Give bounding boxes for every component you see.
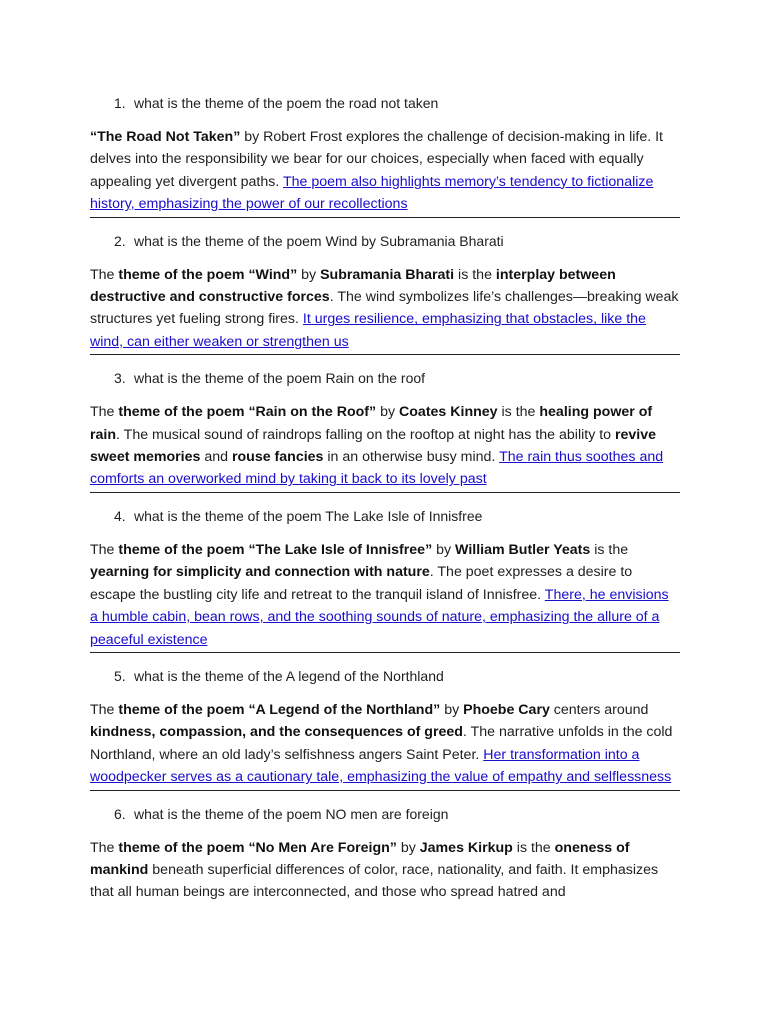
bold-text: theme of the poem “A Legend of the Northland” xyxy=(118,701,441,718)
bold-text: Subramania Bharati xyxy=(320,266,455,283)
answer-text: . The musical sound of raindrops falling on the rooftop at night has the ability to xyxy=(116,426,615,443)
question-text: what is the theme of the A legend of the Northland xyxy=(134,667,444,684)
question-number: 5. xyxy=(114,667,126,684)
answer-link[interactable]: There, he envisions a humble cabin, bean rows, and the soothing sounds of nature, emphasizing the allure of a peaceful existence xyxy=(90,586,669,648)
question-number: 2. xyxy=(114,232,126,249)
question-text: what is the theme of the poem NO men are foreign xyxy=(134,805,449,822)
question-number: 1. xyxy=(114,95,126,111)
answer-5 xyxy=(90,699,680,791)
answer-text: The xyxy=(90,839,119,856)
answer-link[interactable]: Her transformation into a woodpecker serves as a cautionary tale, emphasizing the value of empathy and selflessness xyxy=(90,746,672,786)
answer-3 xyxy=(90,401,680,493)
question-6 xyxy=(90,803,680,825)
answer-text: by Robert Frost explores the challenge of decision-making in life. It delves into the responsibility we bear for our choices, especially when faced with equally appealing yet divergent paths. xyxy=(90,129,663,190)
answer-text: by xyxy=(376,404,400,421)
answer-text: is the xyxy=(454,266,496,283)
question-text: what is the theme of the poem Wind by Subramania Bharati xyxy=(134,232,504,249)
answer-6 xyxy=(90,837,680,905)
bold-text: James Kirkup xyxy=(419,839,513,856)
bold-text: theme of the poem “Wind” xyxy=(118,266,298,283)
answer-text: by xyxy=(432,541,456,558)
answer-text: The xyxy=(90,266,119,283)
answer-text: . The poet expresses a desire to escape the bustling city life and retreat to the tranquil island of Innisfree. xyxy=(90,564,633,603)
answer-link[interactable]: The rain thus soothes and comforts an overworked mind by taking it back to its lovely past xyxy=(90,449,664,488)
question-2 xyxy=(90,230,680,252)
bold-text: Coates Kinney xyxy=(399,404,498,421)
question-text: what is the theme of the poem the road not taken xyxy=(134,95,439,111)
bold-text: theme of the poem “The Lake Isle of Innisfree” xyxy=(118,541,433,558)
question-text: what is the theme of the poem The Lake Isle of Innisfree xyxy=(134,507,483,524)
answer-text: The xyxy=(90,404,119,421)
bold-text: revive sweet memories xyxy=(90,426,657,466)
bold-text: healing power of rain xyxy=(90,404,653,443)
answer-text: is the xyxy=(497,404,540,421)
bold-text: yearning for simplicity and connection with nature xyxy=(90,564,430,581)
bold-text: rouse fancies xyxy=(231,449,324,466)
answer-link[interactable]: The poem also highlights memory’s tendency to fictionalize history, emphasizing the power of our recollections xyxy=(90,173,654,213)
bold-text: kindness, compassion, and the consequences of greed xyxy=(90,724,463,741)
qa-list xyxy=(90,92,680,905)
question-number: 4. xyxy=(114,507,126,524)
question-5 xyxy=(90,665,680,687)
answer-text: The xyxy=(90,541,119,558)
answer-text: The xyxy=(90,701,119,718)
answer-text: is the xyxy=(512,839,555,856)
bold-text: oneness of mankind xyxy=(90,839,630,878)
answer-link[interactable]: It urges resilience, emphasizing that obstacles, like the wind, can either weaken or strengthen us xyxy=(90,311,646,350)
bold-text: Phoebe Cary xyxy=(463,701,550,718)
bold-text: “The Road Not Taken” xyxy=(90,129,241,145)
question-4 xyxy=(90,505,680,527)
answer-text: in an otherwise busy mind. xyxy=(323,449,500,466)
answer-text: by xyxy=(440,701,464,718)
answer-text: by xyxy=(396,839,420,856)
question-number: 3. xyxy=(114,370,126,387)
answer-text: beneath superficial differences of color, race, nationality, and faith. It emphasizes that all human beings are interconnected, and those who spread hatred and xyxy=(90,861,659,901)
answer-text: . The narrative unfolds in the cold Northland, where an old lady’s selfishness angers Saint Peter. xyxy=(90,724,673,763)
question-number: 6. xyxy=(114,805,126,822)
question-text: what is the theme of the poem Rain on the roof xyxy=(134,370,426,387)
answer-1 xyxy=(90,126,680,218)
bold-text: theme of the poem “Rain on the Roof” xyxy=(118,404,377,421)
bold-text: theme of the poem “No Men Are Foreign” xyxy=(118,839,397,856)
answer-text: by xyxy=(297,266,321,283)
question-3 xyxy=(90,367,680,389)
answer-text: . The wind symbolizes life’s challenges—breaking weak structures yet fueling strong fires. xyxy=(90,289,679,328)
answer-text: is the xyxy=(590,541,629,558)
answer-2 xyxy=(90,264,680,356)
question-1 xyxy=(90,92,680,114)
answer-4 xyxy=(90,539,680,653)
answer-text: and xyxy=(200,449,232,466)
answer-text: centers around xyxy=(549,701,649,718)
bold-text: William Butler Yeats xyxy=(455,541,591,558)
bold-text: interplay between destructive and constructive forces xyxy=(90,266,616,306)
